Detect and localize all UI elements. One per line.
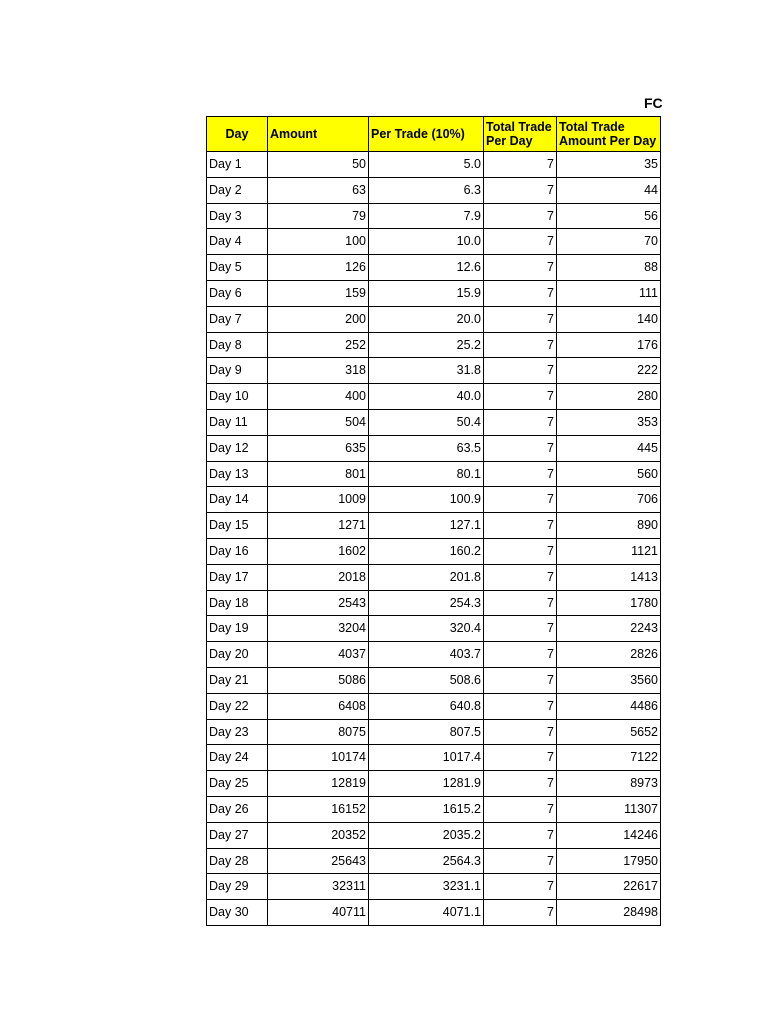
table-row (207, 177, 661, 203)
cell-amount[interactable]: 2543 (268, 590, 369, 616)
table-row (207, 590, 661, 616)
cell-per-trade[interactable]: 2035.2 (369, 822, 484, 848)
cell-amount[interactable]: 10174 (268, 745, 369, 771)
cell-total-trade-amount-per-day[interactable]: 11307 (557, 796, 661, 822)
cell-day[interactable]: Day 7 (207, 306, 268, 332)
cell-day[interactable]: Day 10 (207, 384, 268, 410)
cell-total-trade-amount-per-day[interactable]: 4486 (557, 693, 661, 719)
cell-per-trade[interactable]: 50.4 (369, 409, 484, 435)
cell-day[interactable]: Day 24 (207, 745, 268, 771)
table-row (207, 280, 661, 306)
cell-amount[interactable]: 25643 (268, 848, 369, 874)
cell-total-trade-per-day[interactable]: 7 (484, 409, 557, 435)
cell-per-trade[interactable]: 40.0 (369, 384, 484, 410)
cell-total-trade-amount-per-day[interactable]: 111 (557, 280, 661, 306)
cell-day[interactable]: Day 29 (207, 874, 268, 900)
cell-total-trade-amount-per-day[interactable]: 280 (557, 384, 661, 410)
cell-total-trade-per-day[interactable]: 7 (484, 384, 557, 410)
cell-amount[interactable]: 32311 (268, 874, 369, 900)
cell-per-trade[interactable]: 160.2 (369, 538, 484, 564)
cell-amount[interactable]: 4037 (268, 642, 369, 668)
cell-per-trade[interactable]: 403.7 (369, 642, 484, 668)
cell-total-trade-amount-per-day[interactable]: 2243 (557, 616, 661, 642)
cell-amount[interactable]: 635 (268, 435, 369, 461)
cell-total-trade-amount-per-day[interactable]: 445 (557, 435, 661, 461)
cell-total-trade-amount-per-day[interactable]: 140 (557, 306, 661, 332)
cell-per-trade[interactable]: 10.0 (369, 229, 484, 255)
cell-day[interactable]: Day 2 (207, 177, 268, 203)
cell-day[interactable]: Day 12 (207, 435, 268, 461)
cell-amount[interactable]: 100 (268, 229, 369, 255)
cell-per-trade[interactable]: 31.8 (369, 358, 484, 384)
table-row (207, 203, 661, 229)
cell-day[interactable]: Day 22 (207, 693, 268, 719)
cell-amount[interactable]: 8075 (268, 719, 369, 745)
cell-amount[interactable]: 1271 (268, 513, 369, 539)
cell-total-trade-amount-per-day[interactable]: 22617 (557, 874, 661, 900)
cell-total-trade-amount-per-day[interactable]: 35 (557, 152, 661, 178)
cell-per-trade[interactable]: 807.5 (369, 719, 484, 745)
cell-per-trade[interactable]: 508.6 (369, 667, 484, 693)
cell-total-trade-per-day[interactable]: 7 (484, 616, 557, 642)
table-row (207, 693, 661, 719)
cell-total-trade-amount-per-day[interactable]: 88 (557, 255, 661, 281)
cell-amount[interactable]: 2018 (268, 564, 369, 590)
cell-total-trade-amount-per-day[interactable]: 14246 (557, 822, 661, 848)
cell-day[interactable]: Day 6 (207, 280, 268, 306)
header-total-trade-amount-per-day: Total Trade Amount Per Day (557, 117, 661, 152)
cell-total-trade-per-day[interactable]: 7 (484, 667, 557, 693)
compounding-table (206, 116, 661, 926)
cell-day[interactable]: Day 3 (207, 203, 268, 229)
cell-per-trade[interactable]: 12.6 (369, 255, 484, 281)
table-row (207, 771, 661, 797)
cell-total-trade-amount-per-day[interactable]: 17950 (557, 848, 661, 874)
table-row (207, 538, 661, 564)
cell-amount[interactable]: 50 (268, 152, 369, 178)
cell-total-trade-per-day[interactable]: 7 (484, 900, 557, 926)
cell-total-trade-per-day[interactable]: 7 (484, 177, 557, 203)
header-day: Day (207, 117, 268, 152)
cell-day[interactable]: Day 27 (207, 822, 268, 848)
cell-total-trade-amount-per-day[interactable]: 1413 (557, 564, 661, 590)
spreadsheet-area (206, 116, 660, 928)
cell-total-trade-amount-per-day[interactable]: 560 (557, 461, 661, 487)
cell-total-trade-amount-per-day[interactable]: 28498 (557, 900, 661, 926)
cell-per-trade[interactable]: 4071.1 (369, 900, 484, 926)
cell-amount[interactable]: 1009 (268, 487, 369, 513)
table-row (207, 306, 661, 332)
header-total-trade-per-day: Total Trade Per Day (484, 117, 557, 152)
cell-day[interactable]: Day 28 (207, 848, 268, 874)
cell-day[interactable]: Day 8 (207, 332, 268, 358)
table-row (207, 384, 661, 410)
cell-total-trade-per-day[interactable]: 7 (484, 435, 557, 461)
cell-total-trade-per-day[interactable]: 7 (484, 280, 557, 306)
table-row (207, 719, 661, 745)
cell-total-trade-per-day[interactable]: 7 (484, 538, 557, 564)
cell-amount[interactable]: 126 (268, 255, 369, 281)
cell-total-trade-per-day[interactable]: 7 (484, 693, 557, 719)
cell-total-trade-amount-per-day[interactable]: 176 (557, 332, 661, 358)
table-row (207, 358, 661, 384)
cell-total-trade-per-day[interactable]: 7 (484, 590, 557, 616)
cell-day[interactable]: Day 11 (207, 409, 268, 435)
cell-day[interactable]: Day 17 (207, 564, 268, 590)
table-row (207, 900, 661, 926)
cell-total-trade-per-day[interactable]: 7 (484, 796, 557, 822)
table-row (207, 435, 661, 461)
cell-day[interactable]: Day 20 (207, 642, 268, 668)
cell-per-trade[interactable]: 1017.4 (369, 745, 484, 771)
cell-amount[interactable]: 318 (268, 358, 369, 384)
cell-total-trade-per-day[interactable]: 7 (484, 332, 557, 358)
cell-per-trade[interactable]: 20.0 (369, 306, 484, 332)
cell-day[interactable]: Day 13 (207, 461, 268, 487)
cell-total-trade-per-day[interactable]: 7 (484, 822, 557, 848)
table-row (207, 848, 661, 874)
cell-total-trade-per-day[interactable]: 7 (484, 513, 557, 539)
cell-amount[interactable]: 79 (268, 203, 369, 229)
cell-day[interactable]: Day 21 (207, 667, 268, 693)
cell-amount[interactable]: 16152 (268, 796, 369, 822)
cell-total-trade-amount-per-day[interactable]: 70 (557, 229, 661, 255)
table-row (207, 255, 661, 281)
cell-total-trade-amount-per-day[interactable]: 222 (557, 358, 661, 384)
cell-total-trade-amount-per-day[interactable]: 706 (557, 487, 661, 513)
cell-total-trade-per-day[interactable]: 7 (484, 487, 557, 513)
cell-total-trade-amount-per-day[interactable]: 890 (557, 513, 661, 539)
cell-day[interactable]: Day 23 (207, 719, 268, 745)
cell-amount[interactable]: 6408 (268, 693, 369, 719)
table-row (207, 564, 661, 590)
cell-total-trade-per-day[interactable]: 7 (484, 642, 557, 668)
cell-per-trade[interactable]: 2564.3 (369, 848, 484, 874)
sheet-title: FC (644, 95, 663, 111)
cell-total-trade-per-day[interactable]: 7 (484, 461, 557, 487)
cell-total-trade-per-day[interactable]: 7 (484, 229, 557, 255)
cell-per-trade[interactable]: 5.0 (369, 152, 484, 178)
cell-per-trade[interactable]: 80.1 (369, 461, 484, 487)
cell-per-trade[interactable]: 63.5 (369, 435, 484, 461)
cell-amount[interactable]: 63 (268, 177, 369, 203)
cell-per-trade[interactable]: 1615.2 (369, 796, 484, 822)
cell-day[interactable]: Day 19 (207, 616, 268, 642)
cell-total-trade-amount-per-day[interactable]: 7122 (557, 745, 661, 771)
cell-per-trade[interactable]: 6.3 (369, 177, 484, 203)
table-row (207, 409, 661, 435)
cell-total-trade-per-day[interactable]: 7 (484, 745, 557, 771)
cell-per-trade[interactable]: 15.9 (369, 280, 484, 306)
cell-per-trade[interactable]: 3231.1 (369, 874, 484, 900)
cell-per-trade[interactable]: 640.8 (369, 693, 484, 719)
cell-day[interactable]: Day 1 (207, 152, 268, 178)
cell-total-trade-per-day[interactable]: 7 (484, 306, 557, 332)
cell-amount[interactable]: 504 (268, 409, 369, 435)
cell-amount[interactable]: 252 (268, 332, 369, 358)
cell-total-trade-per-day[interactable]: 7 (484, 719, 557, 745)
cell-total-trade-amount-per-day[interactable]: 44 (557, 177, 661, 203)
cell-amount[interactable]: 200 (268, 306, 369, 332)
cell-total-trade-per-day[interactable]: 7 (484, 848, 557, 874)
cell-total-trade-per-day[interactable]: 7 (484, 203, 557, 229)
table-row (207, 616, 661, 642)
cell-amount[interactable]: 12819 (268, 771, 369, 797)
cell-day[interactable]: Day 18 (207, 590, 268, 616)
cell-day[interactable]: Day 9 (207, 358, 268, 384)
cell-total-trade-amount-per-day[interactable]: 2826 (557, 642, 661, 668)
cell-per-trade[interactable]: 201.8 (369, 564, 484, 590)
cell-amount[interactable]: 40711 (268, 900, 369, 926)
cell-amount[interactable]: 159 (268, 280, 369, 306)
table-row (207, 642, 661, 668)
header-row (207, 117, 661, 152)
cell-per-trade[interactable]: 254.3 (369, 590, 484, 616)
cell-per-trade[interactable]: 127.1 (369, 513, 484, 539)
table-row (207, 874, 661, 900)
cell-day[interactable]: Day 26 (207, 796, 268, 822)
cell-amount[interactable]: 400 (268, 384, 369, 410)
cell-total-trade-per-day[interactable]: 7 (484, 564, 557, 590)
cell-amount[interactable]: 801 (268, 461, 369, 487)
table-row (207, 152, 661, 178)
header-per-trade: Per Trade (10%) (369, 117, 484, 152)
table-row (207, 513, 661, 539)
cell-total-trade-amount-per-day[interactable]: 5652 (557, 719, 661, 745)
cell-per-trade[interactable]: 320.4 (369, 616, 484, 642)
cell-day[interactable]: Day 30 (207, 900, 268, 926)
cell-amount[interactable]: 1602 (268, 538, 369, 564)
cell-amount[interactable]: 3204 (268, 616, 369, 642)
cell-amount[interactable]: 5086 (268, 667, 369, 693)
table-row (207, 487, 661, 513)
cell-day[interactable]: Day 4 (207, 229, 268, 255)
cell-total-trade-amount-per-day[interactable]: 8973 (557, 771, 661, 797)
cell-total-trade-amount-per-day[interactable]: 1121 (557, 538, 661, 564)
cell-per-trade[interactable]: 1281.9 (369, 771, 484, 797)
cell-day[interactable]: Day 5 (207, 255, 268, 281)
cell-day[interactable]: Day 15 (207, 513, 268, 539)
cell-total-trade-amount-per-day[interactable]: 3560 (557, 667, 661, 693)
table-row (207, 745, 661, 771)
cell-total-trade-per-day[interactable]: 7 (484, 874, 557, 900)
cell-total-trade-per-day[interactable]: 7 (484, 152, 557, 178)
cell-per-trade[interactable]: 100.9 (369, 487, 484, 513)
header-amount: Amount (268, 117, 369, 152)
cell-total-trade-amount-per-day[interactable]: 353 (557, 409, 661, 435)
table-row (207, 667, 661, 693)
table-row (207, 229, 661, 255)
cell-day[interactable]: Day 16 (207, 538, 268, 564)
cell-total-trade-amount-per-day[interactable]: 1780 (557, 590, 661, 616)
cell-total-trade-per-day[interactable]: 7 (484, 771, 557, 797)
cell-amount[interactable]: 20352 (268, 822, 369, 848)
table-row (207, 461, 661, 487)
table-row (207, 796, 661, 822)
cell-day[interactable]: Day 25 (207, 771, 268, 797)
cell-total-trade-per-day[interactable]: 7 (484, 255, 557, 281)
cell-total-trade-amount-per-day[interactable]: 56 (557, 203, 661, 229)
table-row (207, 822, 661, 848)
table-body (207, 152, 661, 926)
cell-per-trade[interactable]: 25.2 (369, 332, 484, 358)
cell-total-trade-per-day[interactable]: 7 (484, 358, 557, 384)
cell-day[interactable]: Day 14 (207, 487, 268, 513)
cell-per-trade[interactable]: 7.9 (369, 203, 484, 229)
table-row (207, 332, 661, 358)
